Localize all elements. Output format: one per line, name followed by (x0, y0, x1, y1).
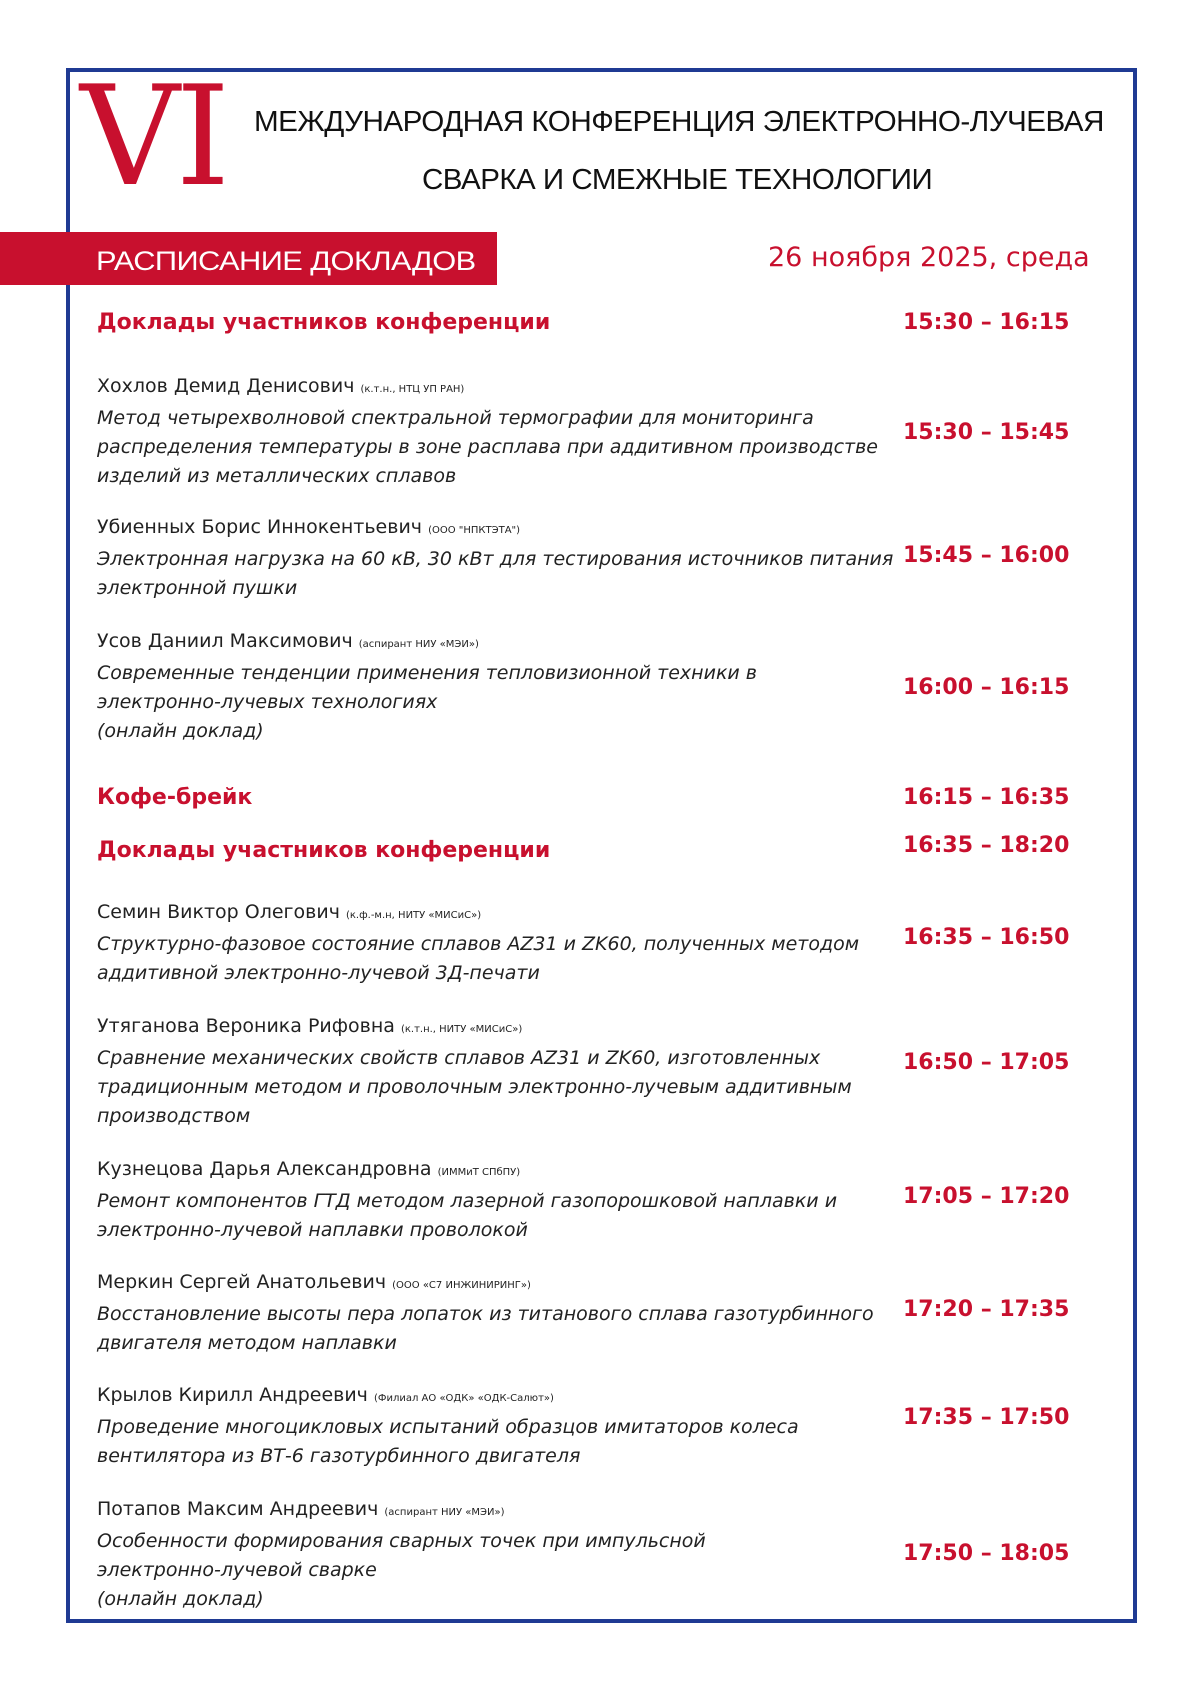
talk-topic-line: изделий из металлических сплавов (97, 465, 457, 487)
talk-time: 17:20 – 17:35 (903, 1297, 1070, 1322)
talk-entry (97, 1381, 897, 1471)
talk-time: 16:00 – 16:15 (903, 675, 1070, 700)
talk-topic-line: двигателя методом наплавки (97, 1332, 397, 1354)
talk-topic-line: вентилятора из ВТ-6 газотурбинного двигателя (97, 1445, 581, 1467)
talk-topic-line: распределения температуры в зоне расплава при аддитивном производстве (97, 436, 878, 458)
talk-topic-line: Проведение многоцикловых испытаний образцов имитаторов колеса (97, 1416, 799, 1438)
speaker-affiliation: (к.ф.-м.н, НИТУ «МИСиС») (345, 910, 482, 921)
talk-entry (97, 513, 897, 603)
schedule-banner-label: РАСПИСАНИЕ ДОКЛАДОВ (96, 246, 476, 276)
speaker-affiliation: (к.т.н., НИТУ «МИСиС») (400, 1024, 523, 1035)
talk-topic-line: Восстановление высоты пера лопаток из титанового сплава газотурбинного (97, 1303, 874, 1325)
section-title-2: Доклады участников конференции (97, 838, 551, 863)
talk-time: 17:05 – 17:20 (903, 1184, 1070, 1209)
speaker-affiliation: (аспирант НИУ «МЭИ») (358, 639, 479, 650)
talk-topic-line: Сравнение механических свойств сплавов AZ31 и ZK60, изготовленных (97, 1047, 821, 1069)
section-time-1: 15:30 – 16:15 (903, 310, 1070, 335)
talk-topic-line: аддитивной электронно-лучевой 3Д-печати (97, 962, 540, 984)
talk-topic-line: электронно-лучевой наплавки проволокой (97, 1219, 528, 1241)
talk-entry (97, 898, 897, 988)
talk-entry (97, 372, 897, 491)
talk-entry (97, 1268, 897, 1358)
conference-number: VI (80, 56, 227, 217)
talk-topic-line: электронной пушки (97, 577, 298, 599)
talk-topic-line: Структурно-фазовое состояние сплавов AZ31 и ZK60, полученных методом (97, 933, 860, 955)
conference-title-line-1: МЕЖДУНАРОДНАЯ КОНФЕРЕНЦИЯ ЭЛЕКТРОННО-ЛУЧЕВАЯ (254, 106, 1104, 138)
talk-topic-line: Особенности формирования сварных точек при импульсной (97, 1530, 706, 1552)
speaker-affiliation: (к.т.н., НТЦ УП РАН) (360, 384, 465, 395)
talk-entry (97, 1495, 897, 1614)
speaker-name: Кузнецова Дарья Александровна (97, 1158, 432, 1180)
talk-topic-line: (онлайн доклад) (97, 1588, 264, 1610)
talk-topic-line: (онлайн доклад) (97, 720, 264, 742)
talk-entry (97, 1012, 897, 1131)
section-title-1: Доклады участников конференции (97, 310, 551, 335)
speaker-affiliation: (ИММиТ СПбПУ) (437, 1167, 521, 1178)
speaker-affiliation: (аспирант НИУ «МЭИ») (384, 1507, 505, 1518)
talk-topic-line: Современные тенденции применения тепловизионной техники в (97, 662, 757, 684)
talk-topic-line: электронно-лучевых технологиях (97, 691, 438, 713)
speaker-name: Убиенных Борис Иннокентьевич (97, 516, 423, 538)
talk-entry (97, 1155, 897, 1245)
coffee-break-title: Кофе-брейк (97, 785, 253, 810)
talk-time: 16:50 – 17:05 (903, 1050, 1070, 1075)
speaker-name: Меркин Сергей Анатольевич (97, 1271, 387, 1293)
talk-topic-line: Метод четырехволновой спектральной термографии для мониторинга (97, 407, 814, 429)
talk-time: 15:30 – 15:45 (903, 420, 1070, 445)
speaker-name: Усов Даниил Максимович (97, 630, 353, 652)
event-date: 26 ноября 2025, среда (768, 242, 1090, 273)
speaker-name: Утяганова Вероника Рифовна (97, 1015, 395, 1037)
speaker-name: Потапов Максим Андреевич (97, 1498, 379, 1520)
speaker-name: Крылов Кирилл Андреевич (97, 1384, 368, 1406)
conference-title-line-2: СВАРКА И СМЕЖНЫЕ ТЕХНОЛОГИИ (422, 164, 933, 196)
talk-time: 17:50 – 18:05 (903, 1541, 1070, 1566)
speaker-affiliation: (ООО "НПКТЭТА") (428, 525, 521, 536)
speaker-affiliation: (ООО «С7 ИНЖИНИРИНГ») (392, 1280, 531, 1291)
speaker-name: Хохлов Демид Денисович (97, 375, 355, 397)
talk-time: 16:35 – 16:50 (903, 925, 1070, 950)
speaker-name: Семин Виктор Олегович (97, 901, 340, 923)
talk-topic-line: Электронная нагрузка на 60 кВ, 30 кВт для тестирования источников питания (97, 548, 894, 570)
talk-topic-line: Ремонт компонентов ГТД методом лазерной газопорошковой наплавки и (97, 1190, 838, 1212)
section-time-2: 16:35 – 18:20 (903, 833, 1070, 858)
talk-time: 15:45 – 16:00 (903, 543, 1070, 568)
coffee-break-time: 16:15 – 16:35 (903, 785, 1070, 810)
talk-entry (97, 627, 897, 746)
talk-topic-line: производством (97, 1105, 251, 1127)
talk-time: 17:35 – 17:50 (903, 1405, 1070, 1430)
talk-topic-line: электронно-лучевой сварке (97, 1559, 377, 1581)
talk-topic-line: традиционным методом и проволочным электронно-лучевым аддитивным (97, 1076, 852, 1098)
speaker-affiliation: (Филиал АО «ОДК» «ОДК-Салют») (373, 1393, 554, 1404)
